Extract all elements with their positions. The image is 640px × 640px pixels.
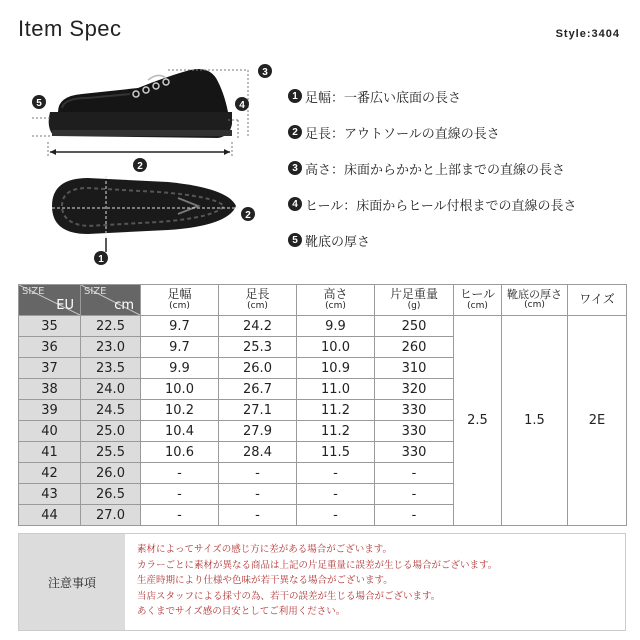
note-line: 生産時期により仕様や色味が若干異なる場合がございます。 <box>137 575 393 586</box>
note-line: 当店スタッフによる採寸の為、若干の誤差が生じる場合がございます。 <box>137 590 441 602</box>
width-header: 足幅 (cm) <box>141 285 219 316</box>
table-row: 42 26.0 - - - - <box>19 463 627 484</box>
notes-box <box>18 533 626 631</box>
legend-text: ヒール：床面からヒール付根までの直線の長さ <box>305 198 577 214</box>
wise-value: 2E <box>568 316 627 526</box>
table-row: 38 24.0 10.0 26.7 11.0 320 <box>19 379 627 400</box>
length-header: 足長 (cm) <box>219 285 297 316</box>
notes-label: 注意事項 <box>19 534 125 630</box>
legend-item <box>288 78 628 114</box>
table-row: 37 23.5 9.9 26.0 10.9 310 <box>19 358 627 379</box>
style-code: Style:3404 <box>555 28 620 40</box>
shoe-sole-view <box>52 178 236 234</box>
legend-text: 高さ：床面からかかと上部までの直線の長さ <box>305 162 566 178</box>
size-eu-header: SIZE EU <box>19 285 81 316</box>
height-header: 高さ (cm) <box>297 285 375 316</box>
table-row: 44 27.0 - - - - <box>19 505 627 526</box>
table-row: 39 24.5 10.2 27.1 11.2 330 <box>19 400 627 421</box>
size-spec-table <box>18 284 627 526</box>
number-badge: 2 <box>288 125 302 139</box>
number-badge: 4 <box>288 197 302 211</box>
table-row: 36 23.0 9.7 25.3 10.0 260 <box>19 337 627 358</box>
legend-item <box>288 114 628 150</box>
legend-item <box>288 150 628 186</box>
legend-item <box>288 186 628 222</box>
note-line: カラーごとに素材が異なる商品は上記の片足重量に誤差が生じる場合がございます。 <box>137 559 498 571</box>
table-row: 43 26.5 - - - - <box>19 484 627 505</box>
marker-5: 5 <box>36 98 42 109</box>
legend-text: 靴底の厚さ <box>305 234 371 250</box>
legend-text: 足長：アウトソールの直線の長さ <box>305 126 500 142</box>
heel-value: 2.5 <box>454 316 502 526</box>
notes-body <box>125 534 625 630</box>
shoe-illustration <box>18 58 280 268</box>
sole-value: 1.5 <box>502 316 568 526</box>
table-row: 40 25.0 10.4 27.9 11.2 330 <box>19 421 627 442</box>
shoe-side-view <box>49 69 232 138</box>
weight-header: 片足重量 (g) <box>375 285 454 316</box>
measurement-legend <box>288 78 628 258</box>
page-title: Item Spec <box>18 16 122 41</box>
size-cm-header: SIZE cm <box>81 285 141 316</box>
sole-header: 靴底の厚さ (cm) <box>502 285 568 316</box>
note-line: あくまでサイズ感の目安としてご利用ください。 <box>137 606 346 617</box>
marker-4: 4 <box>239 100 245 111</box>
legend-item <box>288 222 628 258</box>
heel-header: ヒール (cm) <box>454 285 502 316</box>
marker-1: 1 <box>98 254 104 265</box>
table-row: 41 25.5 10.6 28.4 11.5 330 <box>19 442 627 463</box>
wise-header: ワイズ <box>568 285 627 316</box>
number-badge: 5 <box>288 233 302 247</box>
marker-2a: 2 <box>137 161 143 172</box>
legend-text: 足幅：一番広い底面の長さ <box>305 90 462 106</box>
marker-2b: 2 <box>245 210 251 221</box>
number-badge: 3 <box>288 161 302 175</box>
note-line: 素材によってサイズの感じ方に差がある場合がございます。 <box>137 544 392 555</box>
table-row: 35 22.5 9.7 24.2 9.9 250 2.5 1.5 2E <box>19 316 627 337</box>
marker-3: 3 <box>262 67 268 78</box>
number-badge: 1 <box>288 89 302 103</box>
